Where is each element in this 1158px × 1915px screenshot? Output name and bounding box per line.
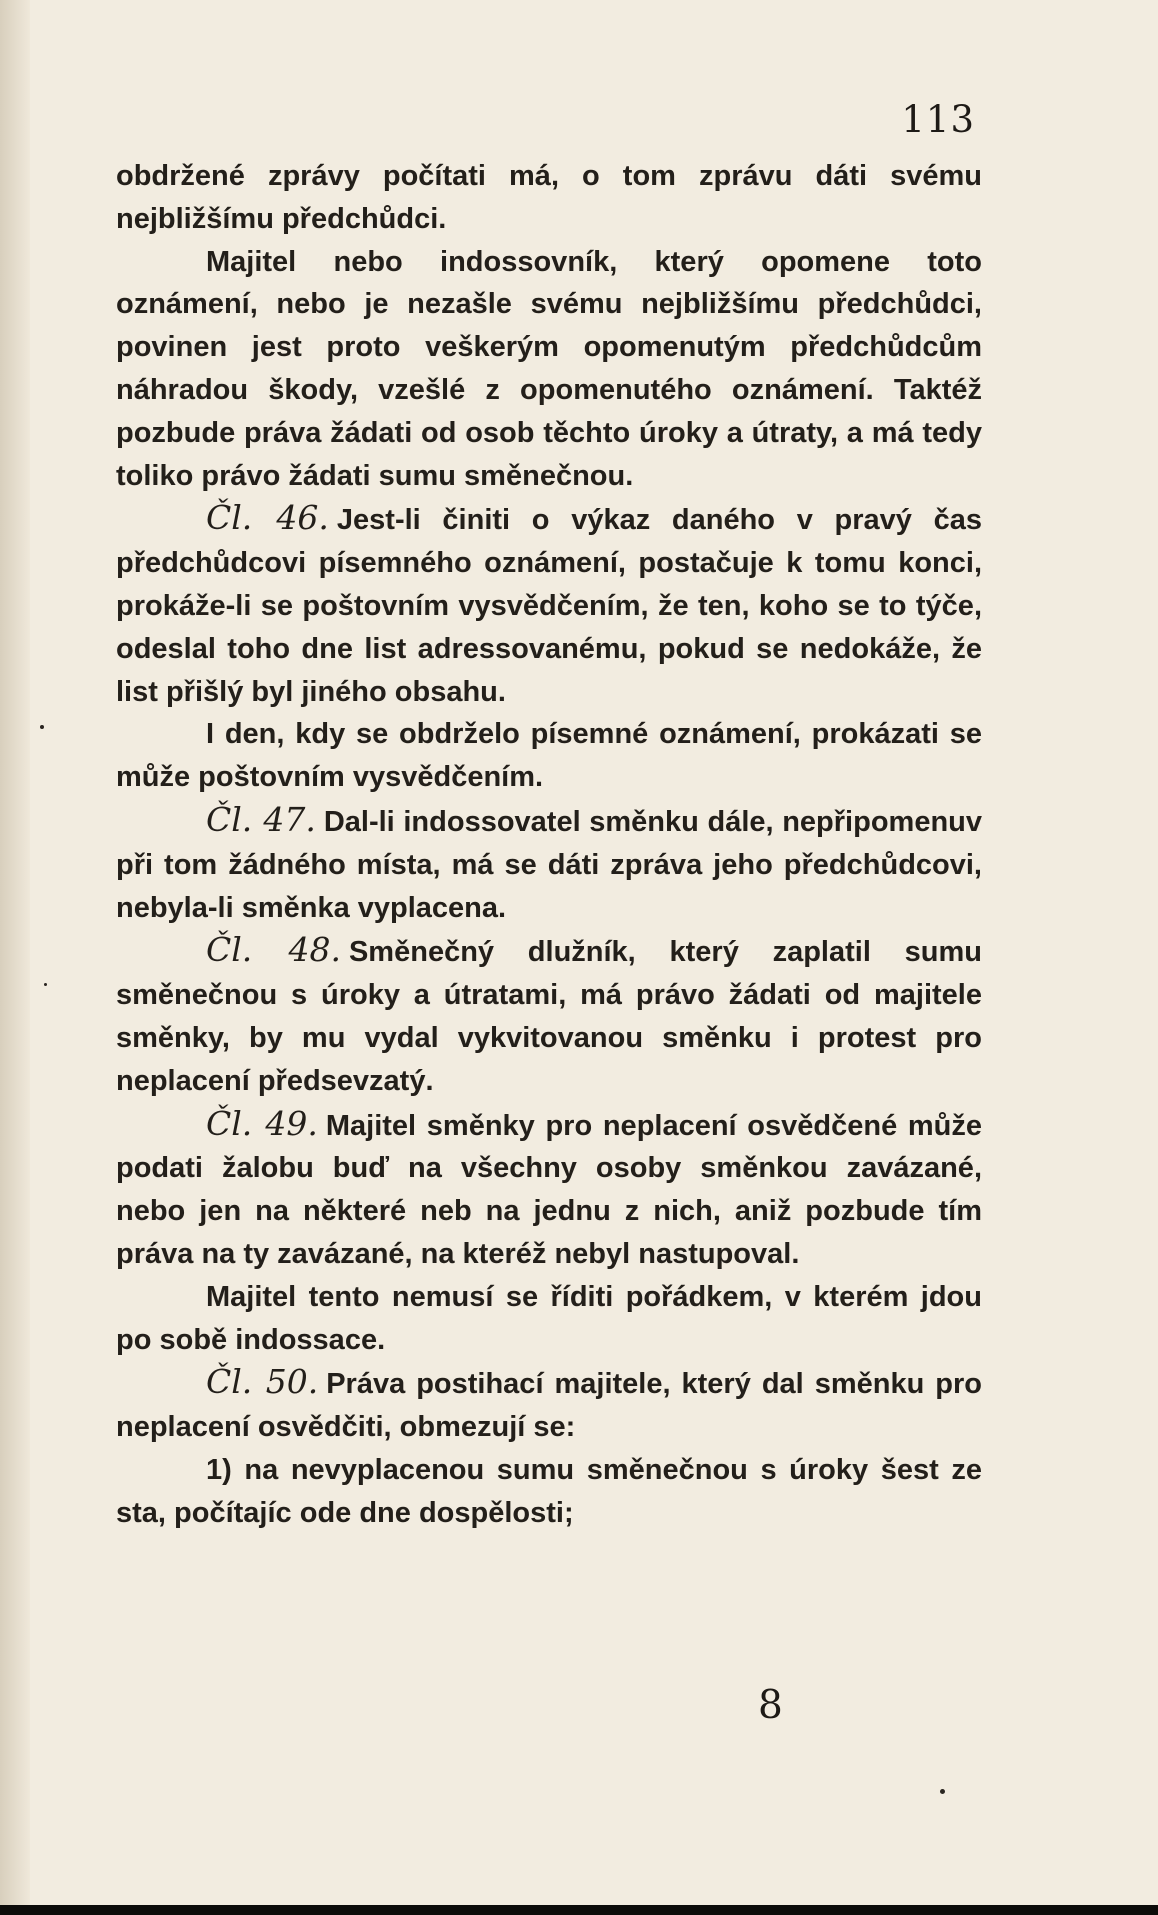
paragraph: Majitel tento nemusí se říditi pořádkem, v kterém jdou po sobě indossace. — [116, 1280, 982, 1356]
article-number: Čl. 50. — [206, 1362, 319, 1402]
list-marker: 1) — [206, 1453, 232, 1486]
paragraph: I den, kdy se obdrželo písemné oznámení, prokázati se může poštovním vysvědčením. — [116, 718, 982, 794]
article-48: Čl. 48. Směnečný dlužník, který zaplatil sumu směnečnou s úroky a útratami, má právo žádati od majitele směnky, by mu vydal vykvitovanou směnku i protest pro neplacení předsevzatý. — [116, 930, 982, 1097]
article-number: Čl. 49. — [206, 1103, 318, 1143]
paragraph: Majitel nebo indossovník, který opomene toto oznámení, nebo je nezašle svému nejbližšímu předchůdci, povinen jest proto veškerým opomenutým předchůdcům náhradou škody, vzešlé z opomenutého oznámení. Taktéž pozbude práva žádati od osob těchto úroky a útraty, a má tedy toliko právo žádati sumu směnečnou. — [116, 245, 982, 492]
scan-border — [0, 1905, 1158, 1915]
article-number: Čl. 48. — [206, 930, 341, 970]
page-number: 113 — [901, 98, 975, 141]
article-46: Čl. 46. Jest-li činiti o výkaz daného v pravý čas předchůdcovi písemného oznámení, postačuje k tomu konci, prokáže-li se poštovním vysvědčením, že ten, koho se to týče, odeslal toho dne list adressovanému, pokud se nedokáže, že list přišlý byl jiného obsahu. — [116, 498, 982, 708]
article-number: Čl. 46. — [206, 498, 329, 538]
article-number: Čl. 47. — [206, 799, 316, 839]
signature-mark: 8 — [758, 1683, 783, 1728]
ink-speck — [940, 1789, 945, 1794]
list-item: 1) na nevyplacenou sumu směnečnou s úroky šest ze sta, počítajíc ode dne dospělosti; — [116, 1453, 982, 1529]
ink-speck — [40, 725, 44, 729]
article-49: Čl. 49. Majitel směnky pro neplacení osvědčené může podati žalobu buď na všechny osoby směnkou zavázané, nebo jen na některé neb na jednu z nich, aniž pozbude tím práva na ty zavázané, na kteréž nebyl nastupoval. — [116, 1103, 982, 1270]
page-gutter — [0, 0, 30, 1915]
body-text — [116, 155, 982, 1535]
paragraph-continuation: obdržené zprávy počítati má, o tom zprávu dáti svému nejbližšímu předchůdci. — [116, 160, 982, 235]
article-47: Čl. 47. Dal-li indossovatel směnku dále, nepřipomenuv při tom žádného místa, má se dáti zpráva jeho předchůdcovi, nebyla-li směnka vyplacena. — [116, 799, 983, 924]
article-50: Čl. 50. Práva postihací majitele, který dal směnku pro neplacení osvědčiti, obmezují se: — [116, 1362, 983, 1444]
ink-speck — [44, 983, 47, 986]
